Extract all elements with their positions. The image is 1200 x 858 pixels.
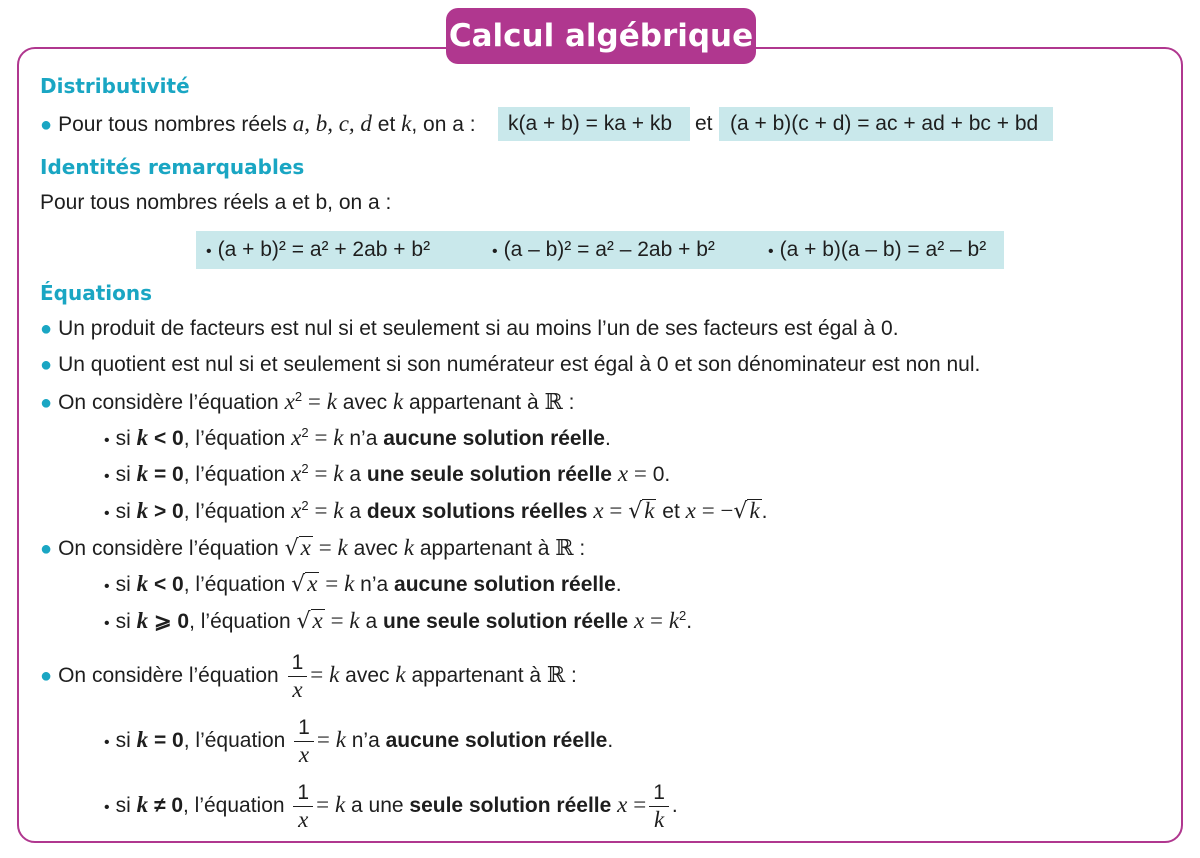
inverse-equation-intro: ● On considère l’équation $\frac{1}{x}$ = k avec k appartenant à ℝ : [40, 650, 577, 702]
square-case-zero: • si k = 0, l’équation $x^2 = k$ a une seule solution réelle x = 0. [104, 461, 671, 486]
equation-rule-quotient: ● Un quotient est nul si et seulement si son numérateur est égal à 0 et son dénominateur est non nul. [40, 353, 981, 376]
square-case-negative: • si k < 0, l’équation $x^2 = k$ n’a aucune solution réelle. [104, 425, 611, 450]
square-equation-intro: ● On considère l’équation $x^2 = k$ avec k appartenant à ℝ : [40, 389, 575, 415]
real-numbers-icon: ℝ [555, 536, 574, 561]
identity-product: • (a + b)(a – b) = a² – b² [768, 238, 987, 261]
real-numbers-icon: ℝ [546, 663, 566, 688]
identity-square-diff: • (a – b)² = a² – 2ab + b² [492, 238, 715, 261]
formula-distributivity-simple: k(a + b) = ka + kb [508, 112, 673, 135]
bullet-icon: ● [40, 114, 53, 136]
square-case-positive: • si k > 0, l’équation $x^2 = k$ a deux solutions réelles x = √k et x = −√k. [104, 498, 768, 524]
bullet-icon: ● [40, 538, 53, 560]
distributivity-line: ● Pour tous nombres réels a, b, c, d et k, on a : [40, 111, 476, 136]
identites-intro: Pour tous nombres réels a et b, on a : [40, 191, 392, 214]
inverse-case-nonzero: • si k ≠ 0, l’équation $\frac{1}{x}$ = k a une seule solution réelle x = $\frac{1}{k}$ . [104, 780, 678, 832]
bullet-icon: ● [40, 354, 53, 376]
bullet-icon: ● [40, 392, 53, 414]
inverse-case-zero: • si k = 0, l’équation $\frac{1}{x}$ = k n’a aucune solution réelle. [104, 715, 614, 767]
bullet-icon: ● [40, 665, 53, 687]
and-text: et [695, 112, 713, 135]
sqrt-case-nonnegative: • si k ⩾ 0, l’équation √x = k a une seule solution réelle $x = k^2$. [104, 608, 693, 634]
heading-identites: Identités remarquables [40, 155, 305, 179]
bullet-icon: ● [40, 318, 53, 340]
equation-rule-product: ● Un produit de facteurs est nul si et seulement si au moins l’un de ses facteurs est égal à 0. [40, 317, 899, 340]
formula-distributivity-double: (a + b)(c + d) = ac + ad + bc + bd [730, 112, 1039, 135]
identity-square-sum: • (a + b)² = a² + 2ab + b² [206, 238, 431, 261]
real-numbers-icon: ℝ [544, 390, 563, 415]
sqrt-equation-intro: ● On considère l’équation √x = k avec k appartenant à ℝ : [40, 535, 586, 561]
sqrt-case-negative: • si k < 0, l’équation √x = k n’a aucune solution réelle. [104, 571, 622, 597]
heading-equations: Équations [40, 281, 153, 305]
heading-distributivite: Distributivité [40, 74, 190, 98]
page-title: Calcul algébrique [446, 8, 756, 64]
